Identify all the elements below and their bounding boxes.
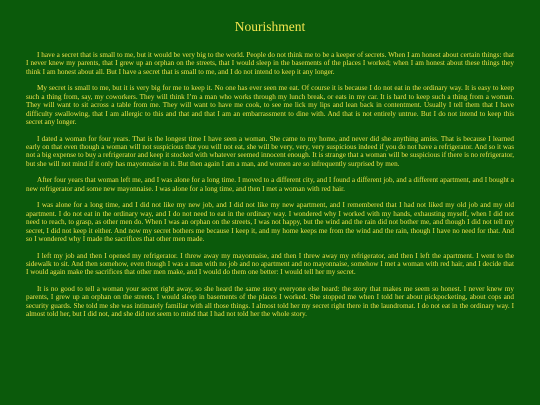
story-body [26,51,514,327]
paragraph: I left my job and then I opened my refrigerator. I threw away my mayonnaise, and then I threw away my refrigerator, and then I left the apartment. I went to the sidewalk to sit. And then somehow, even though I was a man with no job and no apartment and no mayonnaise, somehow I met a woman with red hair, and I decide that I would again make the sacrifices that other men make, and I would do them one better: I would tell her my secret. [26,251,514,277]
page-title: Nourishment [234,19,306,34]
paragraph: After four years that woman left me, and I was alone for a long time. I moved to a different city, and I found a different job, and a different apartment, and I bought a new refrigerator and some new mayonnaise. I was alone for a long time, and then I met a woman with red hair. [26,176,514,193]
paragraph: I was alone for a long time, and I did not like my new job, and I did not like my new apartment, and I remembered that I had not liked my old job and my old apartment. I do not eat in the ordinary way, and I do not need to eat in the ordinary way. I wondered why I worked with my hands, exhausting myself, when I did not need to reach, to grasp, as other men do. When I was an orphan on the streets, I was not happy, but the wind and the rain did not bother me, and though I did not tell my secret, I did not keep it either. And now my secret bothers me because I keep it, and my home keeps me from the wind and the rain, though I have no need for that. And so I wondered why I made the sacrifices that other men made. [26,201,514,244]
paragraph: I dated a woman for four years. That is the longest time I have seen a woman. She came to my home, and never did she anything amiss. That is because I learned early on that even though a woman will not suspicious that you will not eat, she will be very, very, very suspicious indeed if you do not have a refrigerator. And so it was not a big expense to buy a refrigerator and keep it stocked with whatever seemed innocent enough. It is strange that a woman will be suspicious if there is no refrigerator, but she will not mind if it only has mayonnaise in it. But then again I am a man, and women are so infrequently surprised by men. [26,134,514,168]
paragraph: I have a secret that is small to me, but it would be very big to the world. People do not think me to be a keeper of secrets. When I am honest about certain things: that I never knew my parents, that I grew up an orphan on the streets, that I would sleep in the basements of the places I worked; when I am honest about these things they think I am honest about all. But I have a secret that is small to me, and I do not intend to keep it any longer. [26,51,514,76]
paragraph: My secret is small to me, but it is very big for me to keep it. No one has ever seen me eat. Of course it is because I do not eat in the ordinary way. It is easy to keep such a thing from, say, my coworkers. They will think I’m a man who works through my lunch break, or eats in my car. It is hard to keep such a thing from a woman. They will want to sit across a table from me. They will want to have me cook, to see me lick my lips and lean back in contentment. Usually I tell them that I have difficulty swallowing, that I am allergic to this and that and that I am an embarrassment to dine with. And that is not entirely untrue. But I do not intend to keep this secret any longer. [26,84,514,127]
paragraph: It is no good to tell a woman your secret right away, so she heard the same story everyone else heard: the story that makes me seem so honest. I never knew my parents, I grew up an orphan on the streets, I would sleep in basements of the places I worked. She stopped me when I told her about pickpocketing, about cops and security guards. She told me she was intimately familiar with all those things. I almost told her my secret right there in the laundromat. I do not eat in the ordinary way. I almost told her, but I did not, and she did not seem to mind that I had not told her the whole story. [26,285,514,319]
